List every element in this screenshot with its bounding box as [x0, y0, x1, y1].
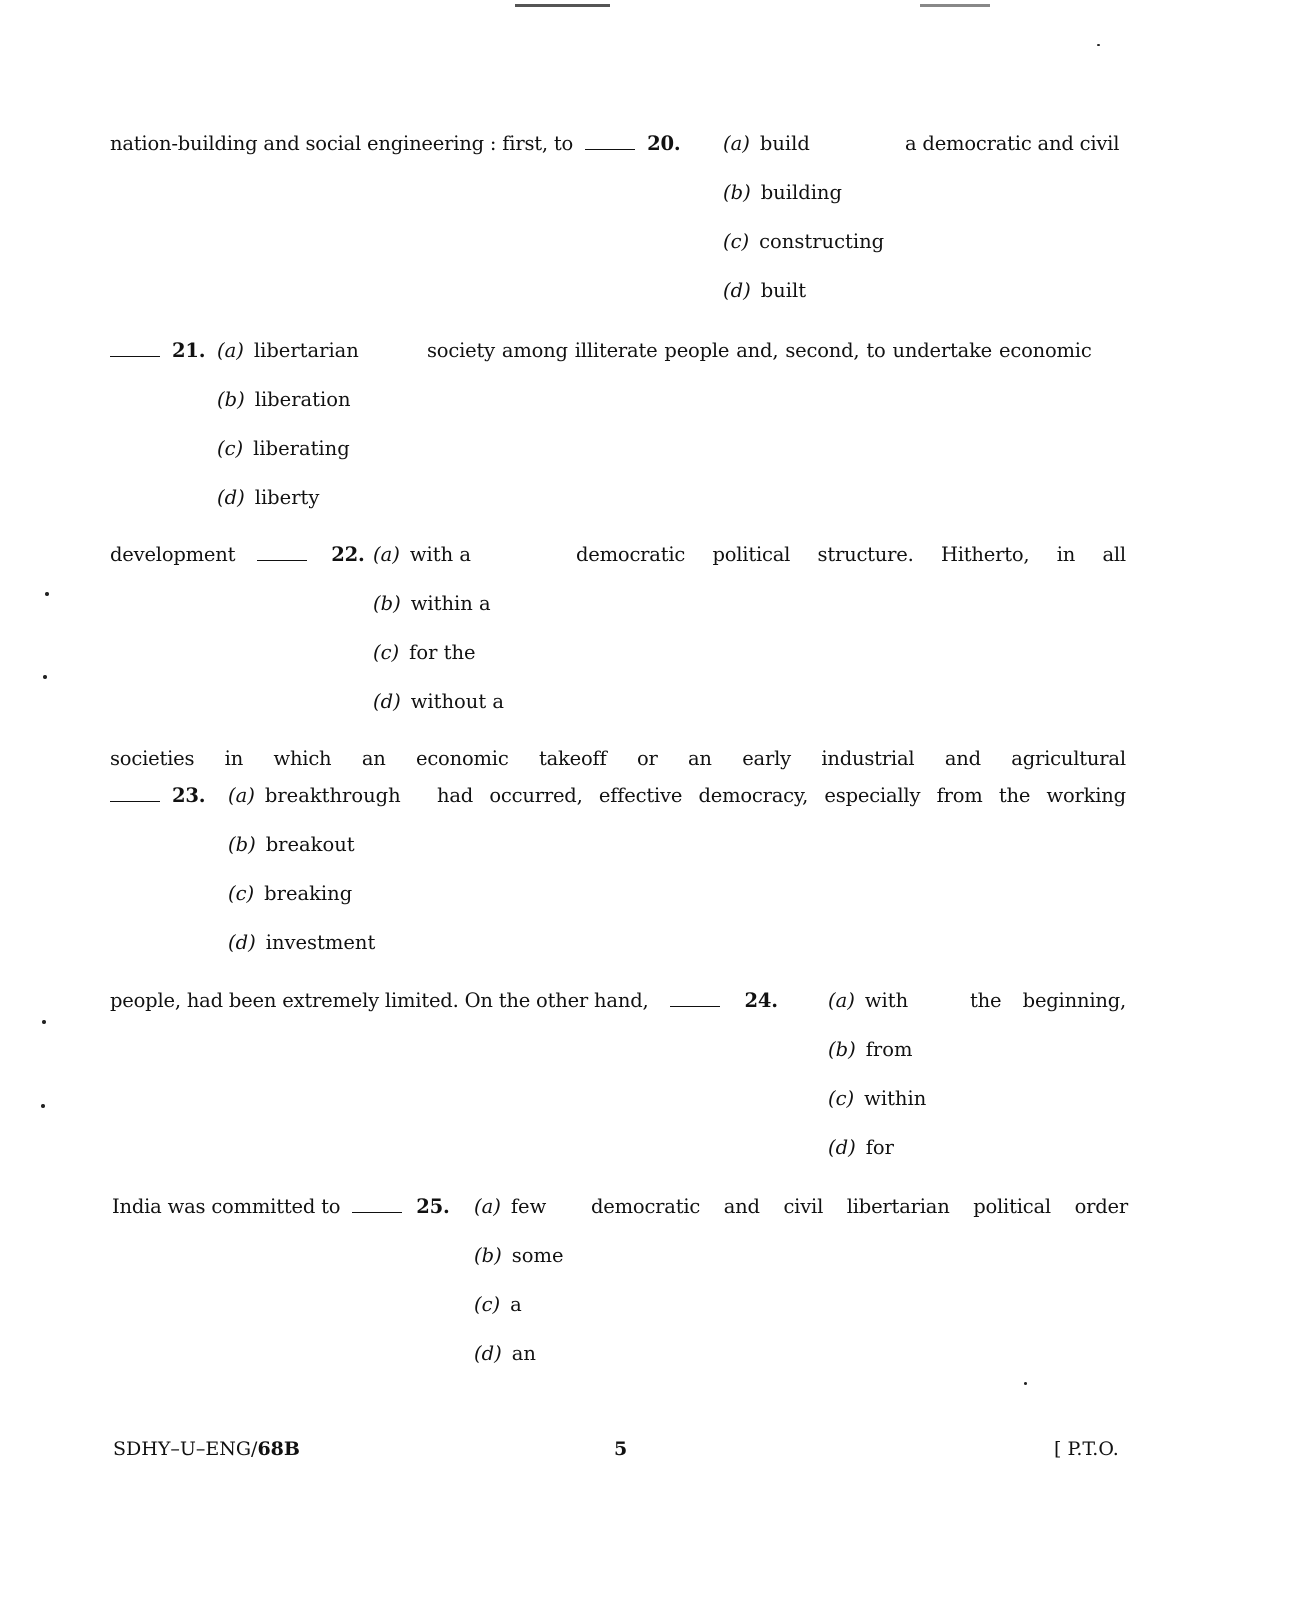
q23-trail-text	[437, 783, 1126, 809]
word: societies	[110, 747, 195, 770]
word: democratic	[591, 1195, 701, 1218]
option-label: (d)	[373, 690, 401, 713]
option-label: (d)	[474, 1342, 502, 1365]
q23-blank	[110, 783, 160, 802]
option-text: liberty	[254, 486, 320, 509]
q25-trail-text	[591, 1194, 1128, 1220]
q25-option-a[interactable]	[474, 1194, 546, 1220]
q24-option-b[interactable]	[828, 1037, 912, 1063]
option-text: without a	[410, 690, 504, 713]
option-text: constructing	[759, 230, 885, 253]
word: especially	[824, 784, 921, 807]
option-label: (d)	[828, 1136, 856, 1159]
q23-option-c[interactable]	[228, 881, 352, 907]
option-label: (b)	[373, 592, 401, 615]
word: and	[723, 1195, 760, 1218]
option-text: breakthrough	[264, 784, 401, 807]
scan-speck	[1024, 1382, 1027, 1385]
q25-option-b[interactable]	[474, 1243, 563, 1269]
q20-number: 20.	[647, 132, 681, 155]
option-label: (c)	[373, 641, 400, 664]
q20-lead-text: nation-building and social engineering : first, to	[110, 132, 574, 155]
word: takeoff	[538, 747, 607, 770]
scan-speck	[1097, 44, 1100, 46]
q21-option-c[interactable]	[217, 436, 350, 462]
option-label: (d)	[217, 486, 245, 509]
q22-option-c[interactable]	[373, 640, 476, 666]
pto-label: [ P.T.O.	[1054, 1438, 1119, 1460]
option-label: (c)	[474, 1293, 501, 1316]
q24-number: 24.	[744, 989, 778, 1012]
q21-line	[110, 338, 213, 364]
option-text: within	[864, 1087, 927, 1110]
option-label: (c)	[217, 437, 244, 460]
option-text: with a	[409, 543, 471, 566]
option-text: breakout	[265, 833, 355, 856]
word: order	[1074, 1195, 1128, 1218]
option-label: (c)	[828, 1087, 855, 1110]
option-text: few	[510, 1195, 547, 1218]
option-text: with	[864, 989, 909, 1012]
q24-line	[110, 988, 786, 1014]
option-label: (d)	[723, 279, 751, 302]
option-text: an	[511, 1342, 536, 1365]
word: civil	[783, 1195, 824, 1218]
word: the	[970, 989, 1002, 1012]
option-text: from	[865, 1038, 913, 1061]
q22-option-a[interactable]	[373, 542, 471, 568]
q21-option-b[interactable]	[217, 387, 351, 413]
q25-option-d[interactable]	[474, 1341, 536, 1367]
option-text: a	[510, 1293, 522, 1316]
option-label: (d)	[228, 931, 256, 954]
q20-option-d[interactable]	[723, 278, 806, 304]
scan-speck	[41, 1104, 45, 1108]
option-text: breaking	[264, 882, 353, 905]
q25-lead-text: India was committed to	[112, 1195, 341, 1218]
word: Hitherto,	[940, 543, 1030, 566]
scan-mark	[920, 4, 990, 7]
option-label: (b)	[828, 1038, 856, 1061]
option-text: liberation	[254, 388, 351, 411]
q21-trail-text: society among illiterate people and, second, to undertake economic	[427, 339, 1092, 362]
option-label: (b)	[474, 1244, 502, 1267]
q22-option-b[interactable]	[373, 591, 491, 617]
q23-option-b[interactable]	[228, 832, 355, 858]
q22-line	[110, 542, 373, 568]
q22-option-d[interactable]	[373, 689, 504, 715]
word: from	[936, 784, 983, 807]
q21-option-a[interactable]	[217, 338, 359, 364]
q22-trail-text	[576, 542, 1126, 568]
word: democratic	[576, 543, 686, 566]
q24-option-a[interactable]	[828, 988, 908, 1014]
q25-option-c[interactable]	[474, 1292, 522, 1318]
option-label: (b)	[723, 181, 751, 204]
word: early	[742, 747, 791, 770]
word: in	[1056, 543, 1076, 566]
option-label: (b)	[228, 833, 256, 856]
option-label: (b)	[217, 388, 245, 411]
page-number: 5	[614, 1438, 628, 1460]
q25-line	[112, 1194, 458, 1220]
q25-blank	[352, 1194, 402, 1213]
option-text: building	[760, 181, 842, 204]
word: all	[1102, 543, 1126, 566]
q23-line	[110, 783, 213, 809]
word: political	[973, 1195, 1051, 1218]
word: or	[636, 747, 658, 770]
q23-option-a[interactable]	[228, 783, 401, 809]
scan-mark	[515, 4, 610, 7]
word: agricultural	[1011, 747, 1126, 770]
q21-number: 21.	[172, 339, 206, 362]
option-label: (c)	[723, 230, 750, 253]
word: political	[712, 543, 791, 566]
q20-option-a[interactable]	[723, 131, 810, 157]
option-text: for the	[409, 641, 476, 664]
q23-lead-line	[110, 746, 1126, 772]
option-text: within a	[410, 592, 491, 615]
option-label: (a)	[723, 132, 750, 155]
word: which	[273, 747, 332, 770]
option-text: built	[760, 279, 807, 302]
word: beginning,	[1022, 989, 1126, 1012]
q20-trail-text: a democratic and civil	[905, 132, 1120, 155]
option-text: build	[759, 132, 810, 155]
word: effective	[598, 784, 683, 807]
word: occurred,	[489, 784, 583, 807]
scan-speck	[45, 592, 49, 596]
scan-speck	[43, 675, 47, 679]
q20-option-b[interactable]	[723, 180, 842, 206]
q23-option-d[interactable]	[228, 930, 375, 956]
word: democracy,	[698, 784, 809, 807]
option-label: (a)	[228, 784, 255, 807]
word: and	[944, 747, 981, 770]
q22-blank	[257, 542, 307, 561]
word: an	[688, 747, 712, 770]
q23-number: 23.	[172, 784, 206, 807]
word: had	[437, 784, 474, 807]
option-label: (c)	[228, 882, 255, 905]
q20-line	[110, 131, 688, 157]
option-label: (a)	[373, 543, 400, 566]
option-text: libertarian	[253, 339, 359, 362]
word: industrial	[821, 747, 915, 770]
q24-blank	[670, 988, 720, 1007]
word: economic	[416, 747, 509, 770]
word: an	[361, 747, 386, 770]
footer-paper-code	[113, 1437, 300, 1461]
q24-option-c[interactable]	[828, 1086, 926, 1112]
q24-trail-text	[970, 988, 1126, 1014]
q21-option-d[interactable]	[217, 485, 319, 511]
q25-number: 25.	[416, 1195, 450, 1218]
option-label: (a)	[828, 989, 855, 1012]
option-text: some	[511, 1244, 564, 1267]
q24-lead-text: people, had been extremely limited. On the other hand,	[110, 989, 649, 1012]
option-text: investment	[265, 931, 376, 954]
q22-lead-text: development	[110, 543, 236, 566]
option-text: for	[865, 1136, 894, 1159]
option-text: liberating	[253, 437, 350, 460]
word: the	[998, 784, 1031, 807]
word: structure.	[817, 543, 914, 566]
option-label: (a)	[217, 339, 244, 362]
q20-blank	[585, 131, 635, 150]
paper-code-prefix: SDHY–U–ENG/	[113, 1438, 258, 1460]
q22-number: 22.	[331, 543, 365, 566]
word: working	[1046, 784, 1126, 807]
scan-speck	[42, 1020, 46, 1024]
word: libertarian	[846, 1195, 950, 1218]
paper-code-suffix: 68B	[257, 1438, 300, 1460]
q24-option-d[interactable]	[828, 1135, 894, 1161]
q21-blank	[110, 338, 160, 357]
word: in	[224, 747, 244, 770]
option-label: (a)	[474, 1195, 501, 1218]
q20-option-c[interactable]	[723, 229, 884, 255]
